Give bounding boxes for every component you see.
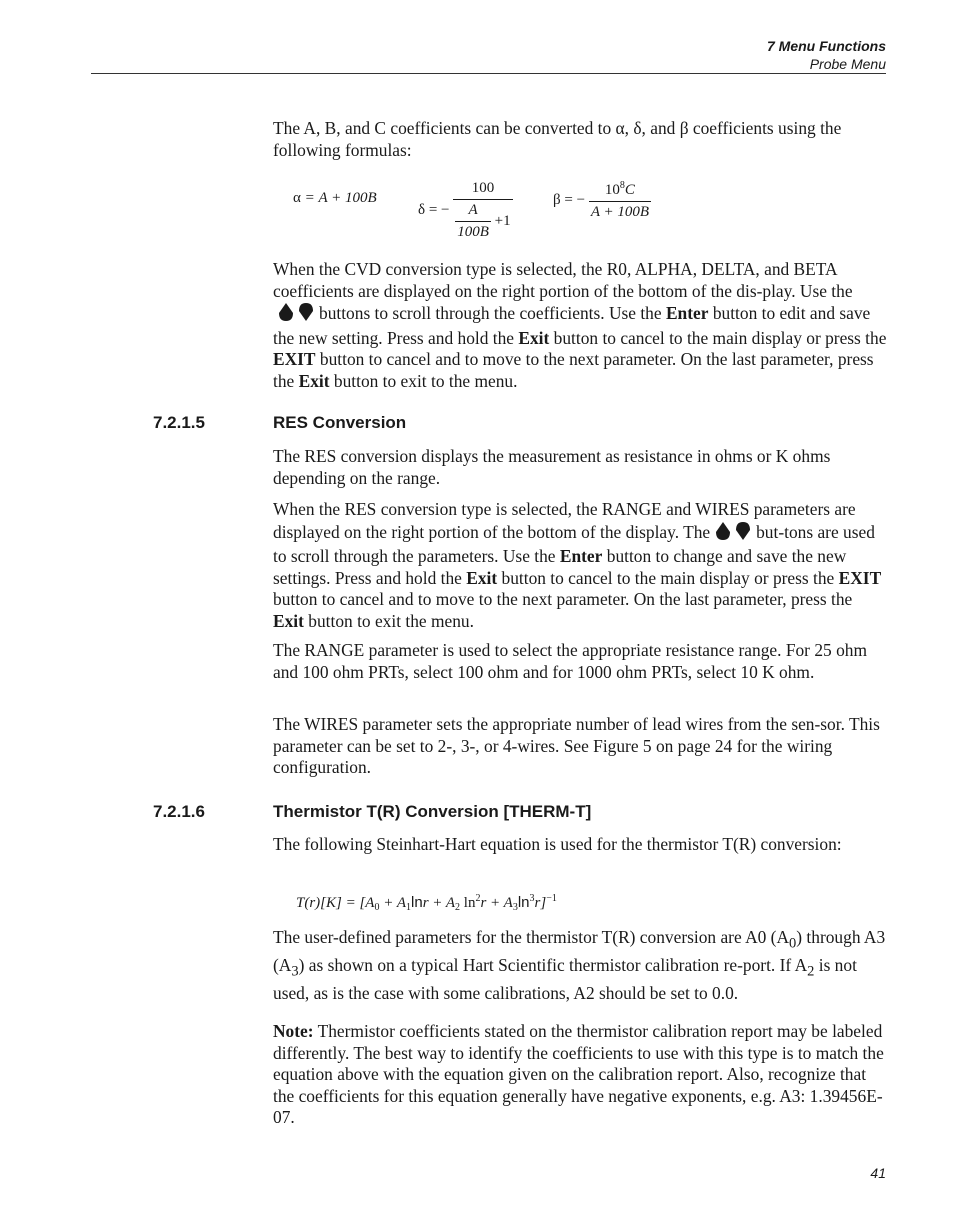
therm-p2-text-4: is not used, as is the case with some calibrations, A2 should be set to 0.0. [273,955,857,1004]
eq-ln-3: ln [517,894,530,911]
cvd-text-1: When the CVD conversion type is selected, the R0, ALPHA, DELTA, and BETA coefficients are displayed on the right portion of the bottom of the dis-play. Use the [273,259,853,301]
header-divider [91,73,886,74]
beta-num-base: 10 [604,182,620,198]
section-heading-res: RES Conversion [273,413,407,432]
eq-exp-3: 3 [529,893,535,904]
eq-term-1: + A [379,895,406,911]
res-text-5: button to cancel and to move to the next parameter. On the last parameter, press the [273,589,853,610]
therm-p2-text-1: The user-defined parameters for the thermistor T(R) conversion are A0 (A [273,927,790,947]
enter-button-ref: Enter [665,303,709,324]
delta-denominator [453,199,512,241]
delta-formula [418,180,513,241]
exit-caps-ref: EXIT [273,349,316,370]
res-paragraph-4: The WIRES parameter sets the appropriate number of lead wires from the sen-sor. This parameter can be set to 2-, 3-, or 4-wires. See Figure 5 on page 24 for the wiring configuration. [273,714,880,778]
delta-fraction [453,180,512,241]
exit-button-ref: Exit [466,567,498,588]
res-paragraph-1: The RES conversion displays the measurement as resistance in ohms or K ohms depending on the range. [273,446,831,488]
section-number-therm: 7.2.1.6 [153,802,205,821]
eq-term-4: r] [534,895,547,911]
cvd-text-3: button to edit and save the new setting. Press and hold the [273,303,871,348]
alpha-symbol: α [293,190,301,206]
therm-p2-text-3: ) as shown on a typical Hart Scientific thermistor calibration re-port. If A [298,955,808,976]
page-number: 41 [870,1165,886,1181]
cvd-text-6: button to exit to the menu. [333,370,518,391]
beta-numerator [589,180,651,201]
res-text-2: but-tons are used to scroll through the parameters. Use the [273,521,875,567]
beta-num-exp: 8 [619,180,625,191]
res-text-4: button to cancel to the main display or press the [501,567,835,588]
beta-fraction [589,180,651,221]
eq-ln-2: ln [460,895,476,911]
res-paragraph-2 [273,499,887,633]
beta-formula [553,180,651,221]
eq-exp-2: 2 [475,893,481,904]
alpha-rhs: = A + 100B [304,190,377,206]
therm-paragraph-1: The following Steinhart-Hart equation is used for the thermistor T(R) conversion: [273,834,842,854]
section-heading-therm: Thermistor T(R) Conversion [THERM-T] [273,802,592,821]
exit-button-ref-2: Exit [298,370,330,391]
exit-caps-ref: EXIT [838,567,882,588]
res-paragraph-3: The RANGE parameter is used to select the appropriate resistance range. For 25 ohm and 100 ohm PRTs, select 100 ohm and for 1000 ohm PRTs, select 10 K ohm. [273,640,867,682]
res-text-1: When the RES conversion type is selected, the RANGE and WIRES parameters are displayed on the right portion of the bottom of the display. The [273,499,856,542]
alpha-formula [293,190,377,207]
section-title: Probe Menu [809,56,886,72]
delta-lhs: δ = − [418,201,450,218]
therm-paragraph-2 [273,927,887,1005]
exit-button-ref: Exit [518,327,550,348]
cvd-text-4: button to cancel to the main display or press the [553,327,887,348]
enter-button-ref: Enter [559,546,603,567]
exit-button-ref-2: Exit [273,610,304,631]
therm-p2-text-2: ) through A3 (A [273,927,886,976]
beta-num-var: C [624,182,635,198]
steinhart-hart-equation [296,893,557,913]
cvd-text-2: buttons to scroll through the coefficients. Use the [319,303,662,324]
note-paragraph [273,1021,887,1129]
beta-denominator: A + 100B [589,201,651,221]
therm-p2-sub-0: 0 [789,935,797,952]
res-text-6: button to exit the menu. [308,610,474,631]
beta-lhs: β = − [553,191,586,208]
chapter-title: 7 Menu Functions [767,38,886,54]
eq-term-2: r + A [422,895,456,911]
cvd-text-5: button to cancel and to move to the next parameter. On the last parameter, press the [273,349,874,391]
eq-sub-0: 0 [374,902,380,913]
cvd-paragraph [273,259,887,393]
intro-paragraph: The A, B, and C coefficients can be converted to α, δ, and β coefficients using the following formulas: [273,118,842,160]
delta-numerator: 100 [471,180,495,196]
delta-plus-one: +1 [494,212,511,229]
delta-inner-fraction [455,202,491,241]
delta-inner-denominator: 100B [455,221,491,241]
eq-sub-1: 1 [406,902,411,913]
up-down-arrow-buttons-icon [713,521,753,547]
delta-inner-numerator: A [468,202,478,218]
eq-sub-3: 3 [512,902,518,913]
section-number-res: 7.2.1.5 [153,413,205,432]
eq-sub-2: 2 [455,902,461,913]
eq-ln-1: ln [411,894,423,911]
note-text: Thermistor coefficients stated on the thermistor calibration report may be labeled differently. The best way to identify the coefficients to use with this type is to match the equation above with the equation given on the calibration report. Also, recognize that the coefficients for this equation generally have negative exponents, e.g. A3: 1.39456E-07. [273,1021,884,1128]
res-text-3: button to change and save the new settings. Press and hold the [273,546,847,588]
eq-exp-minus-1: −1 [546,893,557,904]
therm-p2-sub-3: 3 [291,963,299,980]
note-label: Note: [273,1021,314,1041]
eq-term-3: r + A [480,895,513,911]
eq-lhs: T(r)[K] = [A [296,895,375,911]
therm-p2-sub-2: 2 [807,963,815,980]
up-down-arrow-buttons-icon [276,302,316,328]
